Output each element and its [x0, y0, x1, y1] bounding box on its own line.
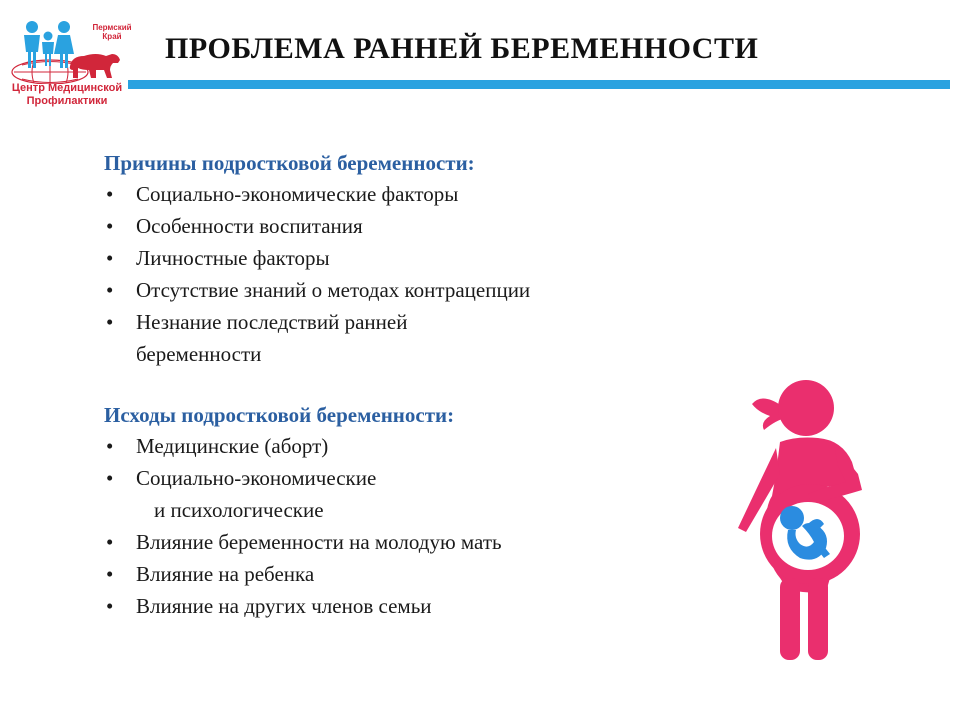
causes-list [104, 178, 684, 370]
list-item: • Влияние беременности на молодую мать [104, 526, 684, 558]
list-item-line: • Незнание последствий ранней [136, 310, 408, 334]
list-item: • Медицинские (аборт) [104, 430, 684, 462]
outcomes-list [104, 430, 684, 622]
list-item [104, 306, 684, 370]
causes-heading: Причины подростковой беременности: [104, 151, 475, 175]
page-title: ПРОБЛЕМА РАННЕЙ БЕРЕМЕННОСТИ [165, 32, 759, 65]
logo-name [8, 82, 126, 108]
list-item-line: беременности [136, 342, 262, 366]
list-item: • Личностные факторы [104, 242, 684, 274]
title-underline [128, 80, 950, 89]
logo [8, 18, 132, 124]
bear-icon [66, 48, 122, 80]
main-content [104, 148, 684, 622]
pregnant-woman-icon [722, 378, 872, 668]
list-item: • Особенности воспитания [104, 210, 684, 242]
outcomes-heading: Исходы подростковой беременности: [104, 403, 455, 427]
logo-region-text [92, 23, 132, 41]
list-item: • Влияние на других членов семьи [104, 590, 684, 622]
logo-region-line1: Пермский [92, 23, 132, 32]
list-item-line: и психологические [154, 498, 324, 522]
logo-name-line1: Центр Медицинской [11, 82, 123, 94]
section-gap [104, 370, 684, 400]
logo-name-line2: Профилактики [26, 95, 108, 107]
list-item-line: • Социально-экономические [136, 466, 377, 490]
list-item: • Влияние на ребенка [104, 558, 684, 590]
list-item: • Социально-экономические факторы [104, 178, 684, 210]
list-item [104, 462, 684, 526]
logo-region-line2: Край [102, 32, 122, 41]
list-item: • Отсутствие знаний о методах контрацепции [104, 274, 684, 306]
